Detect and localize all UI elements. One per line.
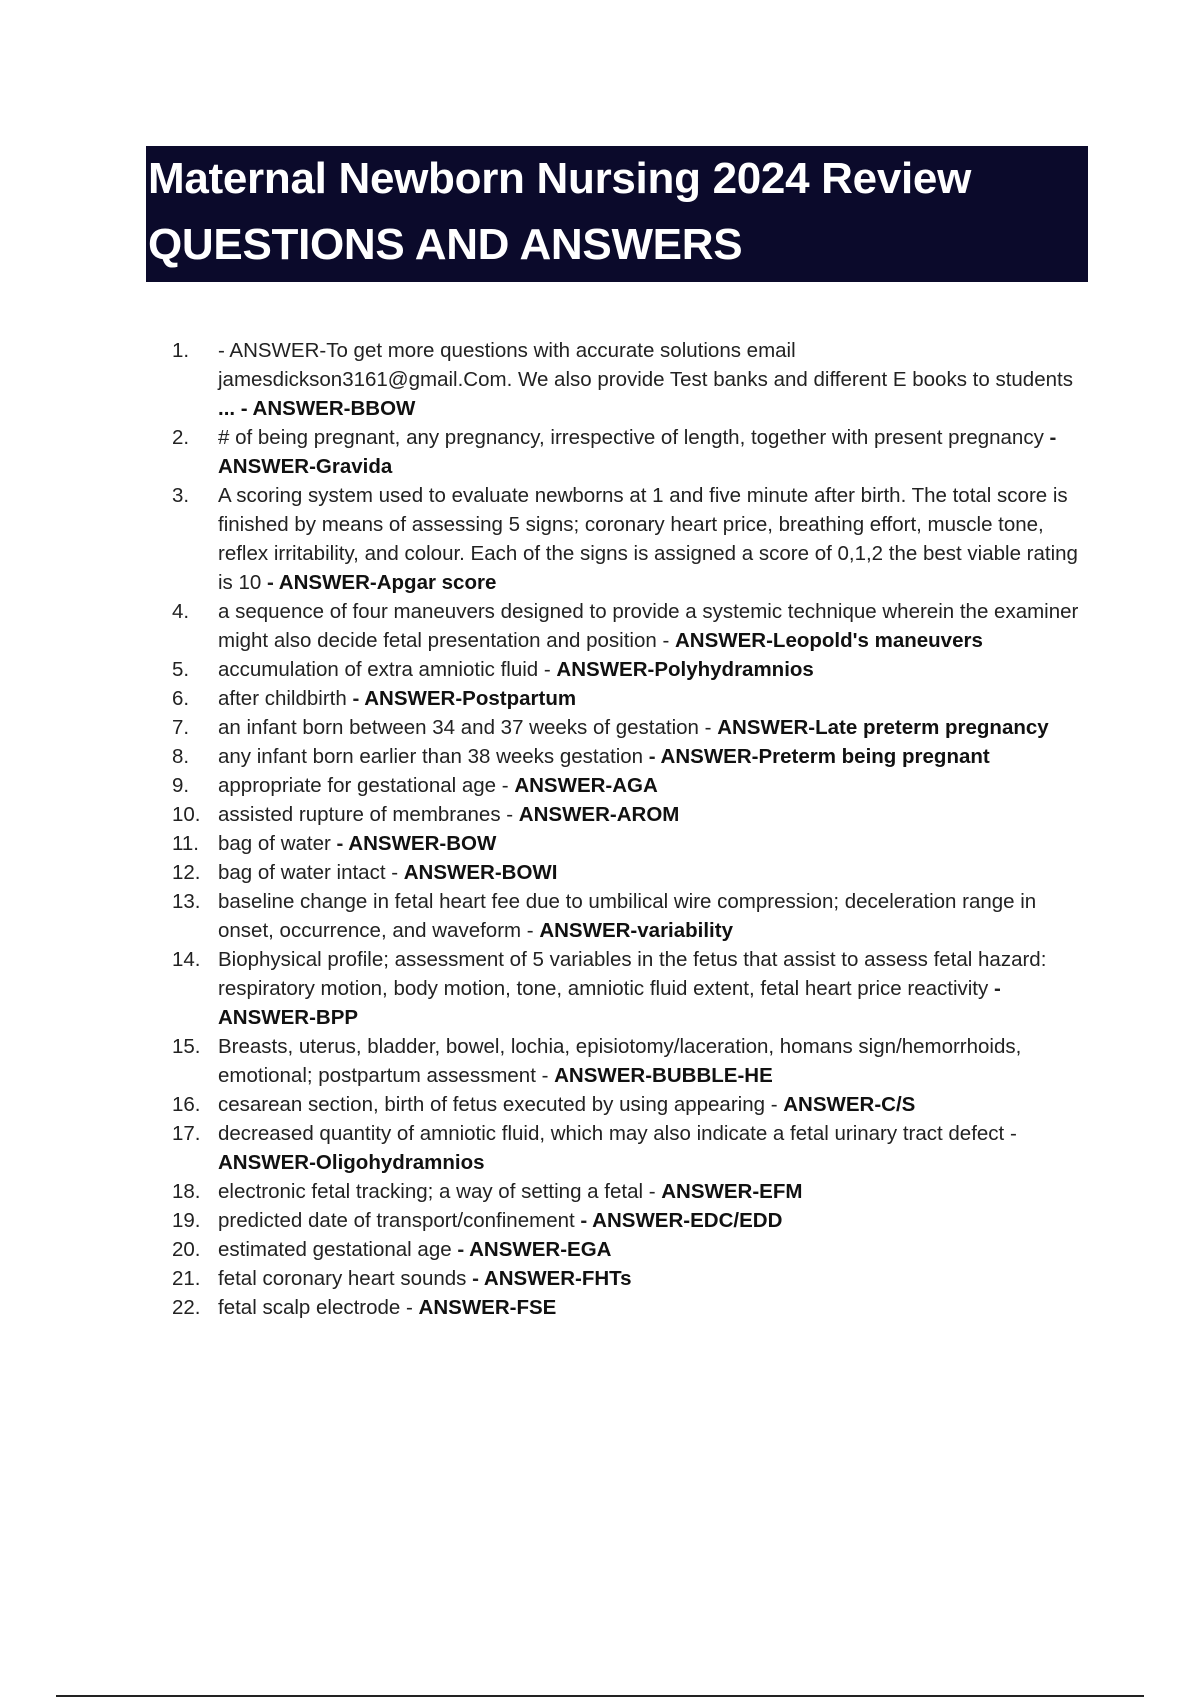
list-item (172, 1264, 1092, 1293)
item-question: baseline change in fetal heart fee due to umbilical wire compression; deceleration range in onset, occurrence, and waveform (218, 890, 1037, 942)
item-number: 2. (172, 426, 190, 449)
list-item (172, 713, 1092, 742)
item-question: decreased quantity of amniotic fluid, which may also indicate a fetal urinary tract defect (218, 1122, 1005, 1145)
item-answer: ANSWER-C/S (783, 1093, 916, 1116)
item-number: 18. (172, 1180, 201, 1203)
item-number: 22. (172, 1296, 201, 1319)
item-answer: ANSWER-EDC/EDD (592, 1209, 783, 1232)
item-question: # of being pregnant, any pregnancy, irrespective of length, together with present pregnancy (218, 426, 1044, 449)
title-banner (146, 146, 1088, 282)
item-question: any infant born earlier than 38 weeks gestation (218, 745, 644, 768)
item-answer: ANSWER-BUBBLE-HE (554, 1064, 773, 1087)
item-question: electronic fetal tracking; a way of setting a fetal (218, 1180, 644, 1203)
item-separator: - (538, 658, 557, 681)
item-question: accumulation of extra amniotic fluid (218, 658, 539, 681)
item-separator: - (451, 1238, 470, 1261)
item-answer: ANSWER-EFM (661, 1180, 803, 1203)
item-question: estimated gestational age (218, 1238, 452, 1261)
item-number: 10. (172, 803, 201, 826)
list-item (172, 336, 1092, 423)
item-answer: ANSWER-BOWI (403, 861, 558, 884)
item-number: 12. (172, 861, 201, 884)
item-answer: ANSWER-Oligohydramnios (218, 1151, 485, 1174)
item-separator: - (698, 716, 718, 739)
list-item (172, 858, 1092, 887)
item-number: 16. (172, 1093, 201, 1116)
item-answer: ANSWER-FHTs (483, 1267, 632, 1290)
list-item (172, 1177, 1092, 1206)
list-item (172, 1235, 1092, 1264)
item-number: 9. (172, 774, 190, 797)
item-separator: - (521, 919, 540, 942)
item-answer: ANSWER-AROM (518, 803, 680, 826)
item-separator: - (765, 1093, 784, 1116)
page-title-line-2: QUESTIONS AND ANSWERS (148, 220, 743, 269)
item-separator: - (656, 629, 675, 652)
item-question: a sequence of four maneuvers designed to provide a systemic technique wherein the examiner might also decide fetal presentation and position (218, 600, 1079, 652)
question-answer-list (172, 336, 1092, 1322)
item-separator: - (261, 571, 279, 594)
item-question: an infant born between 34 and 37 weeks of gestation (218, 716, 699, 739)
item-question: fetal scalp electrode (218, 1296, 401, 1319)
item-separator: - (466, 1267, 484, 1290)
item-number: 19. (172, 1209, 201, 1232)
item-separator: - (385, 861, 404, 884)
item-question: bag of water intact (218, 861, 386, 884)
item-question: predicted date of transport/confinement (218, 1209, 575, 1232)
list-item (172, 771, 1092, 800)
item-answer: ANSWER-EGA (469, 1238, 612, 1261)
item-answer: ANSWER-FSE (418, 1296, 557, 1319)
item-question: A scoring system used to evaluate newborns at 1 and five minute after birth. The total score is finished by means of assessing 5 signs; coronary heart price, breathing effort, muscle tone, reflex irritability, and colour. Each of the signs is assigned a score of 0,1,2 the best viable rating is 10 (218, 484, 1078, 594)
item-number: 21. (172, 1267, 201, 1290)
item-answer: ANSWER-AGA (514, 774, 658, 797)
list-item (172, 655, 1092, 684)
item-number: 8. (172, 745, 190, 768)
list-item (172, 1090, 1092, 1119)
item-number: 17. (172, 1122, 201, 1145)
item-answer: ANSWER-Leopold's maneuvers (674, 629, 983, 652)
item-answer: ANSWER-BOW (348, 832, 497, 855)
item-question: after childbirth (218, 687, 347, 710)
item-answer: ANSWER-variability (539, 919, 733, 942)
item-number: 1. (172, 339, 190, 362)
item-answer: ANSWER-Gravida (218, 455, 393, 478)
list-item (172, 597, 1092, 655)
list-item (172, 684, 1092, 713)
item-number: 5. (172, 658, 190, 681)
item-separator: - (346, 687, 365, 710)
list-item (172, 742, 1092, 771)
list-item (172, 481, 1092, 597)
item-question: appropriate for gestational age (218, 774, 497, 797)
item-number: 7. (172, 716, 190, 739)
item-separator: - (496, 774, 515, 797)
item-question: - ANSWER-To get more questions with accurate solutions email jamesdickson3161@gmail.Com. We also provide Test banks and different E books to students (218, 339, 1073, 391)
item-separator: - (643, 1180, 662, 1203)
item-answer: ANSWER-Polyhydramnios (556, 658, 814, 681)
list-item (172, 1032, 1092, 1090)
item-question: bag of water (218, 832, 331, 855)
item-number: 4. (172, 600, 190, 623)
list-item (172, 800, 1092, 829)
page-title-line-1: Maternal Newborn Nursing 2024 Review (148, 154, 972, 203)
item-separator: - (988, 977, 1001, 1000)
item-separator: - (330, 832, 349, 855)
footer-divider (56, 1695, 1144, 1697)
item-number: 11. (172, 832, 199, 855)
list-item (172, 1206, 1092, 1235)
list-item (172, 423, 1092, 481)
item-number: 3. (172, 484, 190, 507)
item-separator: - (1004, 1122, 1017, 1145)
item-answer: ... - ANSWER-BBOW (218, 397, 416, 420)
item-answer: ANSWER-Late preterm pregnancy (717, 716, 1049, 739)
item-separator: - (643, 745, 661, 768)
item-separator: - (500, 803, 519, 826)
item-question: fetal coronary heart sounds (218, 1267, 467, 1290)
item-number: 6. (172, 687, 190, 710)
item-question: assisted rupture of membranes (218, 803, 501, 826)
item-number: 14. (172, 948, 201, 971)
list-item (172, 1119, 1092, 1177)
item-number: 13. (172, 890, 201, 913)
item-question: cesarean section, birth of fetus executed by using appearing (218, 1093, 766, 1116)
item-number: 20. (172, 1238, 201, 1261)
item-separator: - (400, 1296, 419, 1319)
list-item (172, 1293, 1092, 1322)
item-number: 15. (172, 1035, 201, 1058)
item-question: Biophysical profile; assessment of 5 variables in the fetus that assist to assess fetal hazard: respiratory motion, body motion, tone, amniotic fluid extent, fetal heart price reactivity (218, 948, 1047, 1000)
item-answer: ANSWER-Postpartum (364, 687, 577, 710)
item-answer: ANSWER-Preterm being pregnant (660, 745, 990, 768)
item-separator: - (535, 1064, 555, 1087)
item-separator: - (1043, 426, 1057, 449)
item-answer: ANSWER-BPP (218, 1006, 359, 1029)
list-item (172, 829, 1092, 858)
item-separator: - (574, 1209, 593, 1232)
list-item (172, 887, 1092, 945)
list-item (172, 945, 1092, 1032)
item-question: Breasts, uterus, bladder, bowel, lochia, episiotomy/laceration, homans sign/hemorrhoids, emotional; postpartum assessment (218, 1035, 1022, 1087)
item-answer: ANSWER-Apgar score (278, 571, 497, 594)
